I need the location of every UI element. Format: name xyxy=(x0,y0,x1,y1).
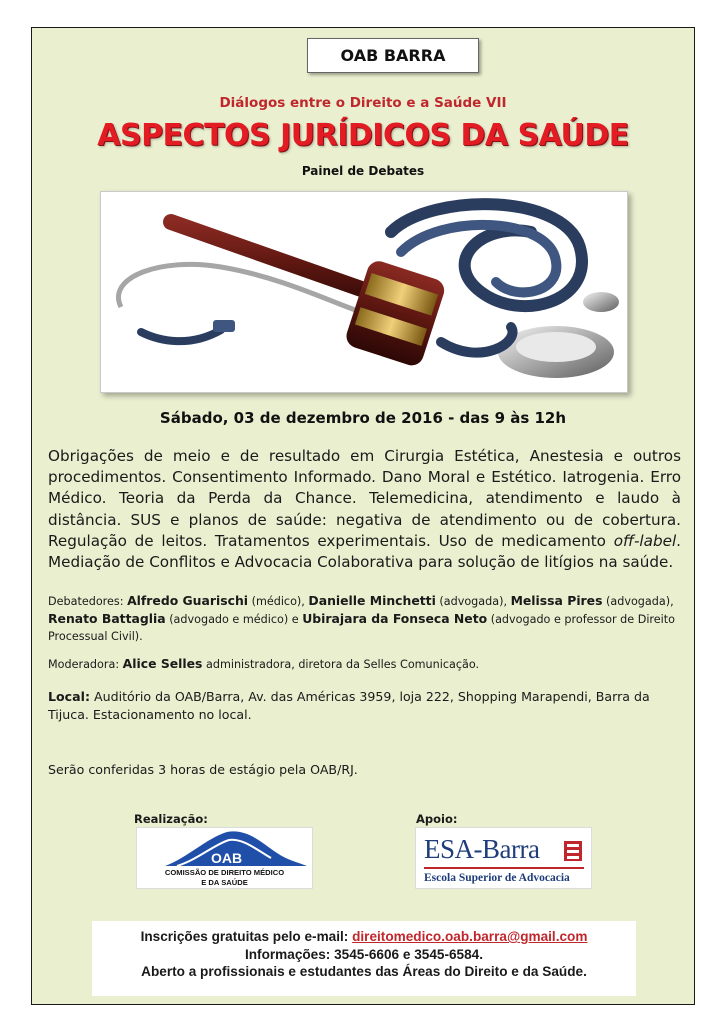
location-label: Local: xyxy=(48,689,90,704)
esa-logo-rule xyxy=(424,867,584,869)
organization-badge xyxy=(307,38,479,73)
event-series: Diálogos entre o Direito e a Saúde VII xyxy=(219,95,507,111)
moderator-paragraph xyxy=(48,655,684,673)
moderator-label: Moderadora: xyxy=(48,658,120,671)
event-poster xyxy=(31,27,695,1005)
oab-commission-logo xyxy=(136,827,313,889)
debater-role: (médico), xyxy=(251,595,305,608)
oab-logo-text: OAB xyxy=(211,850,243,866)
oab-logo-line1: COMISSÃO DE DIREITO MÉDICO xyxy=(164,868,285,877)
moderator-description: administradora, diretora da Selles Comunicação. xyxy=(205,658,480,671)
event-topics xyxy=(48,446,681,573)
support-label: Apoio: xyxy=(416,812,458,826)
debater-role: (advogada), xyxy=(439,595,508,608)
registration-line xyxy=(92,928,636,946)
realization-label: Realização: xyxy=(134,812,208,826)
esa-barra-logo xyxy=(415,827,592,889)
hours-note: Serão conferidas 3 horas de estágio pela OAB/RJ. xyxy=(48,762,358,777)
debater-name: Melissa Pires xyxy=(510,593,603,608)
event-format: Painel de Debates xyxy=(301,164,425,178)
debater-name: Ubirajara da Fonseca Neto xyxy=(302,611,488,626)
topics-italic: off-label xyxy=(613,531,677,550)
registration-email-link[interactable]: direitomedico.oab.barra@gmail.com xyxy=(352,929,588,944)
debater-name: Danielle Minchetti xyxy=(308,593,436,608)
debaters-paragraph xyxy=(48,592,684,645)
oab-logo-line2: E DA SAÚDE xyxy=(201,878,248,887)
debater-role: (advogada), xyxy=(606,595,674,608)
debater-role: (advogado e médico) e xyxy=(169,613,299,626)
gavel-stethoscope-photo xyxy=(100,191,628,393)
esa-logo-name: ESA-Barra xyxy=(424,834,540,864)
info-line: Informações: 3545-6606 e 3545-6584. xyxy=(244,946,484,962)
audience-line: Aberto a profissionais e estudantes das Áreas do Direito e da Saúde. xyxy=(141,964,587,979)
moderator-name: Alice Selles xyxy=(122,656,203,671)
book-icon xyxy=(562,838,586,864)
registration-prefix: Inscrições gratuitas pelo e-mail: xyxy=(140,929,353,944)
esa-logo-subtitle: Escola Superior de Advocacia xyxy=(424,872,570,884)
debaters-label: Debatedores: xyxy=(48,595,124,608)
location-text: Auditório da OAB/Barra, Av. das Américas 3959, loja 222, Shopping Marapendi, Barra da Tijuca. Estacionamento no local. xyxy=(48,689,650,722)
debater-name: Renato Battaglia xyxy=(48,611,166,626)
debater-name: Alfredo Guarischi xyxy=(127,593,249,608)
event-title: ASPECTOS JURÍDICOS DA SAÚDE xyxy=(97,118,629,153)
topics-text: Obrigações de meio e de resultado em Cirurgia Estética, Anestesia e outros procedimentos. Consentimento Informado. Dano Moral e Estético. Iatrogenia. Erro Médico. Teoria da Perda da Chance. Telemedicina, atendimento e laudo à distância. SUS e planos de saúde: negativa de atendimento ou de cobertura. Regulação de leitos. Tratamentos experimentais. Uso de medicamento xyxy=(48,447,681,550)
event-date: Sábado, 03 de dezembro de 2016 - das 9 às 12h xyxy=(159,409,567,427)
organization-name: OAB BARRA xyxy=(340,46,446,65)
debater-role: (advogado e professor de Direito Processual Civil). xyxy=(48,613,676,643)
location-paragraph xyxy=(48,688,684,724)
topics-text-end: . Mediação de Conflitos e Advocacia Colaborativa para solução de litígios na saúde. xyxy=(48,531,681,572)
registration-footer xyxy=(92,921,636,996)
oab-logo-mark xyxy=(137,828,314,868)
